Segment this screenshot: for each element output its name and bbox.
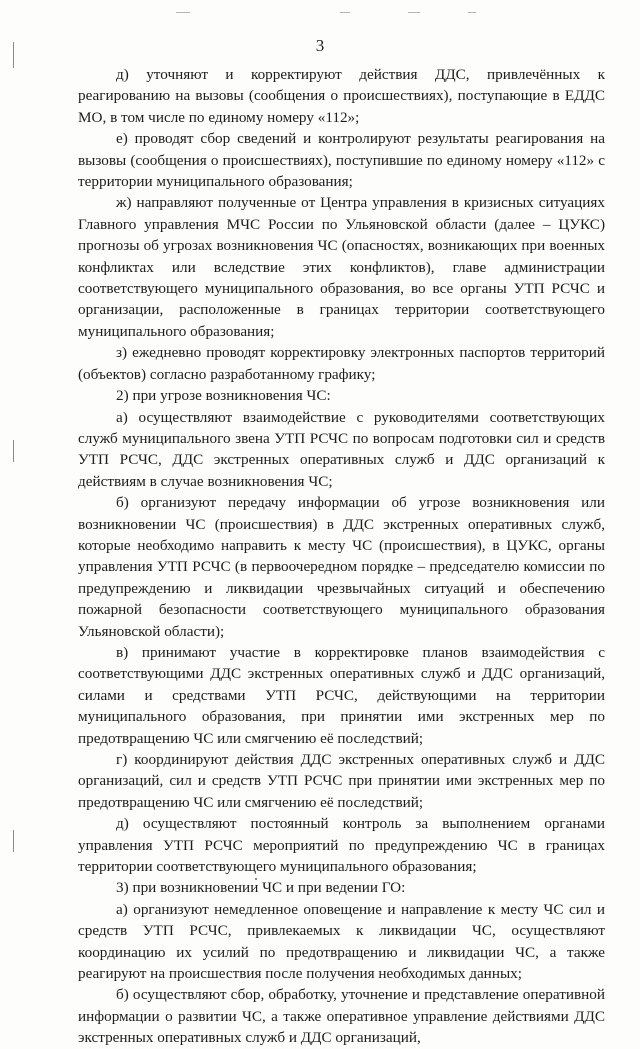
scan-mark-top-4 — [468, 12, 476, 13]
paragraph-e-1: е) проводят сбор сведений и контролируют результаты реагирования на вызовы (сообщения о происшествиях), поступившие по единому номеру «112» с территории муниципального образования; — [78, 130, 605, 191]
page-number: 3 — [315, 36, 325, 55]
paragraph-b-3: б) осуществляют сбор, обработку, уточнение и представление оперативной информации о развитии ЧС, а также оперативное управление действиями ДДС экстренных оперативных служб и ДДС организаций, — [78, 986, 605, 1047]
paragraph-a-3: а) организуют немедленное оповещение и направление к месту ЧС сил и средств УТП РСЧС, привлекаемых к ликвидации ЧС, осуществляют координацию их усилий по предотвращению и ликвидации ЧС, а также реагируют на происшествия после получения необходимых данных; — [78, 900, 605, 983]
binding-mark-2 — [13, 440, 14, 462]
paragraph-v-2: в) принимают участие в корректировке планов взаимодействия с соответствующими ДДС экстренных оперативных служб и ДДС организаций, силами и средствами УТП РСЧС, действующими на территории муниципального образования, при принятии ими экстренных мер по предотвращению ЧС или смягчению её последствий; — [78, 643, 605, 747]
paragraph-z-1: з) ежедневно проводят корректировку электронных паспортов территорий (объектов) согласно разработанному графику; — [78, 344, 605, 383]
section-heading-2: 2) при угрозе возникновения ЧС: — [116, 387, 331, 405]
scan-mark-top-2 — [340, 12, 350, 13]
paragraph-zh-1: ж) направляют полученные от Центра управления в кризисных ситуациях Главного управления МЧС России по Ульяновской области (далее – ЦУКС) прогнозы об угрозах возникновения ЧС (опасностях, возникающих при военных конфликтах или вследствие этих конфликтов), главе администрации соответствующего муниципального образования, во все органы УТП РСЧС и организации, расположенные в границах территории соответствующего муниципального образования; — [78, 194, 605, 340]
paragraph-a-2: а) осуществляют взаимодействие с руководителями соответствующих служб муниципального звена УТП РСЧС по вопросам подготовки сил и средств УТП РСЧС, ДДС экстренных оперативных служб и ДДС организаций к действиям в случае возникновения ЧС; — [78, 408, 605, 490]
paragraph-g-2: г) координируют действия ДДС экстренных оперативных служб и ДДС организаций, сил и средств УТП РСЧС при принятии ими экстренных мер по предотвращению ЧС или смягчению её последствий; — [78, 751, 605, 811]
paragraph-d-2: д) осуществляют постоянный контроль за выполнением органами управления УТП РСЧС мероприятий по предупреждению ЧС в границах территории соответствующего муниципального образования; — [78, 815, 605, 876]
paragraph-b-2: б) организуют передачу информации об угрозе возникновения или возникновении ЧС (происшествия) в ДДС экстренных оперативных служб, которые необходимо направить к месту ЧС (происшествия), в ЦУКС, органы управления УТП РСЧС (в первоочередном порядке – председателю комиссии по предупреждению и ликвидации чрезвычайных ситуаций и обеспечению пожарной безопасности соответствующего муниципального образования Ульяновской области); — [78, 494, 605, 640]
section-heading-3: 3) при возникновении ЧС и при ведении ГО: — [116, 879, 406, 897]
paragraph-d-1: д) уточняют и корректируют действия ДДС, привлечённых к реагированию на вызовы (сообщения о происшествиях), поступающие в ЕДДС МО, в том числе по единому номеру «112»; — [78, 66, 605, 126]
scan-mark-top-3 — [408, 12, 420, 13]
document-body — [78, 64, 605, 1049]
scan-mark-top-1 — [176, 12, 190, 13]
binding-mark-3 — [13, 830, 14, 852]
